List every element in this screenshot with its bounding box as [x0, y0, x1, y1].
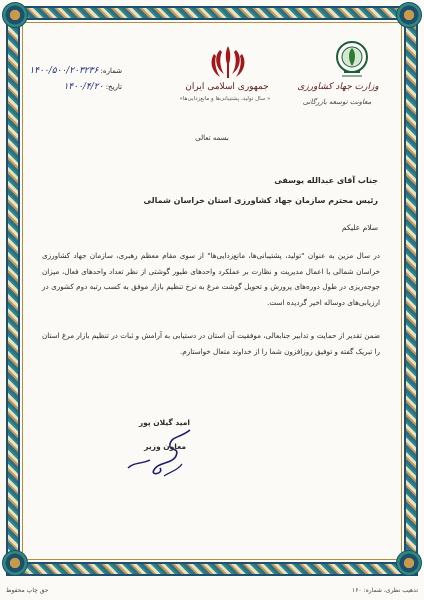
signatory-role: معاون وزیر	[144, 442, 186, 451]
handwritten-signature-icon	[120, 424, 202, 480]
body-paragraph-2: ضمن تقدیر از حمایت و تدابیر جنابعالی، موفقیت آن استان در دستیابی به آرامش و ثبات در تنظیم بازار مرغ استان را تبریک گفته و توفیق روزافزون شما را از خداوند متعال خواستارم.	[42, 331, 380, 356]
body-paragraph-1: در سال مزین به عنوان "تولید، پشتیبانی‌ها، مانع‌زدایی‌ها" از سوی مقام معظم رهبری، سازمان جهاد کشاورزی خراسان شمالی با اعمال مدیریت و نظارت بر عملکرد واحدهای طیور گوشتی از نظر تعداد واحدهای فعال، میزان جوجه‌ریزی در طول دوره‌های پرورش و تحویل گوشت مرغ به نرخ تنظیم بازار موفق به کسب رتبه دوم کشوری در ارزیابی‌های دوساله اخیر گردیده است.	[42, 251, 380, 307]
addressee-name: جناب آقای عبدالله یوسفی	[274, 176, 378, 185]
corner-ornament-icon	[2, 550, 28, 576]
ref-number-label: شماره:	[100, 67, 122, 75]
greeting: سلام علیکم	[341, 223, 378, 232]
republic-name: جمهوری اسلامی ایران	[185, 82, 269, 92]
reference-number	[30, 66, 122, 76]
ministry-name: وزارت جهاد کشاورزی	[297, 82, 379, 92]
letter-content	[26, 26, 398, 556]
date-value: ۱۴۰۰/۴/۲۰	[63, 82, 104, 92]
basmala: بسمه تعالی	[195, 134, 229, 142]
corner-ornament-icon	[396, 550, 422, 576]
year-motto: « سال تولید، پشتیبانی‌ها و مانع‌زدایی‌ها»	[179, 96, 271, 102]
ref-number-value: ۱۴۰۰/۵۰۰/۲۰۳۲۳۶	[29, 66, 99, 76]
corner-ornament-icon	[396, 2, 422, 28]
reference-date	[30, 82, 122, 92]
addressee-title: رئیس محترم سازمان جهاد کشاورزی استان خراسان شمالی	[143, 196, 378, 205]
ministry-logo-icon	[334, 40, 370, 80]
iran-emblem-icon	[208, 44, 248, 80]
footer-copyright: حق چاپ محفوظ	[6, 587, 49, 594]
reference-box	[30, 66, 122, 98]
signatory-name: امید گیلان پور	[138, 418, 190, 427]
date-label: تاریخ:	[105, 83, 122, 91]
corner-ornament-icon	[2, 2, 28, 28]
footer-design-credit: تذهیب نظری، شماره: ۱۶۰	[351, 587, 418, 594]
deputy-name: معاونت توسعه بازرگانی	[302, 98, 372, 106]
